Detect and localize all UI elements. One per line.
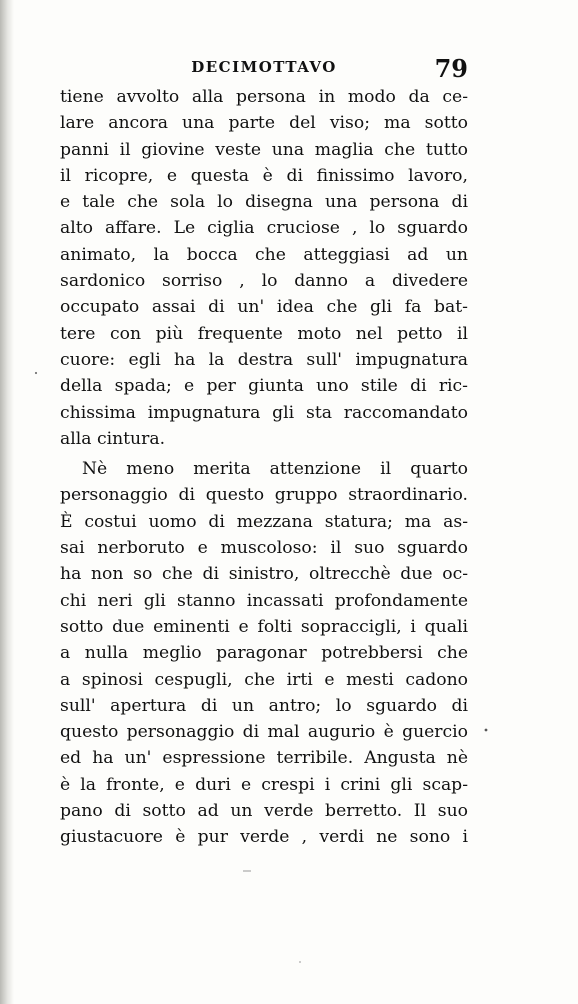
chapter-heading: DECIMOTTAVO <box>191 58 337 76</box>
text-line: animato, la bocca che atteggiasi ad un <box>60 244 468 265</box>
text-line: sull' apertura di un antro; lo sguardo di <box>60 695 468 716</box>
ink-speck <box>485 729 488 732</box>
text-line: alto affare. Le ciglia cruciose , lo sguardo <box>60 218 468 239</box>
text-line: cuore: egli ha la destra sull' impugnatura <box>60 349 468 370</box>
text-line: È costui uomo di mezzana statura; ma as- <box>60 511 468 532</box>
text-line: giustacuore è pur verde , verdi ne sono i <box>60 827 468 848</box>
text-line: occupato assai di un' idea che gli fa bat- <box>60 297 468 318</box>
text-line: tere con più frequente moto nel petto il <box>60 323 468 344</box>
text-line: ed ha un' espressione terribile. Angusta nè <box>60 748 468 769</box>
ink-speck <box>35 372 37 374</box>
text-line: sotto due eminenti e folti sopraccigli, i quali <box>60 616 468 637</box>
text-line: è la fronte, e duri e crespi i crini gli scap- <box>60 774 468 795</box>
text-line: il ricopre, e questa è di finissimo lavoro, <box>60 165 468 186</box>
text-line: ha non so che di sinistro, oltrecchè due oc- <box>60 564 468 585</box>
text-line: chi neri gli stanno incassati profondamente <box>60 590 468 611</box>
text-line: a nulla meglio paragonar potrebbersi che <box>60 643 468 664</box>
text-line: a spinosi cespugli, che irti e mesti cadono <box>60 669 468 690</box>
text-line: chissima impugnatura gli sta raccomandato <box>60 402 468 423</box>
ink-speck <box>299 961 301 963</box>
text-line: sai nerboruto e muscoloso: il suo sguardo <box>60 538 468 559</box>
text-line: e tale che sola lo disegna una persona di <box>60 192 468 213</box>
binding-shadow <box>0 0 14 1004</box>
text-line: pano di sotto ad un verde berretto. Il suo <box>60 801 468 822</box>
page-number: 79 <box>434 54 468 83</box>
text-line: tiene avvolto alla persona in modo da ce- <box>60 87 468 107</box>
text-line: questo personaggio di mal augurio è guercio <box>60 722 468 743</box>
text-line: personaggio di questo gruppo straordinario. <box>60 485 468 506</box>
paragraph-start-line: Nè meno merita attenzione il quarto <box>82 459 468 480</box>
text-line: panni il giovine veste una maglia che tutto <box>60 139 468 160</box>
text-line: sardonico sorriso , lo danno a divedere <box>60 271 468 292</box>
body-text <box>60 84 468 851</box>
paragraph-end-line: alla cintura. <box>60 428 166 449</box>
text-line: della spada; e per giunta uno stile di ric- <box>60 376 468 397</box>
text-line: lare ancora una parte del viso; ma sotto <box>60 113 468 134</box>
